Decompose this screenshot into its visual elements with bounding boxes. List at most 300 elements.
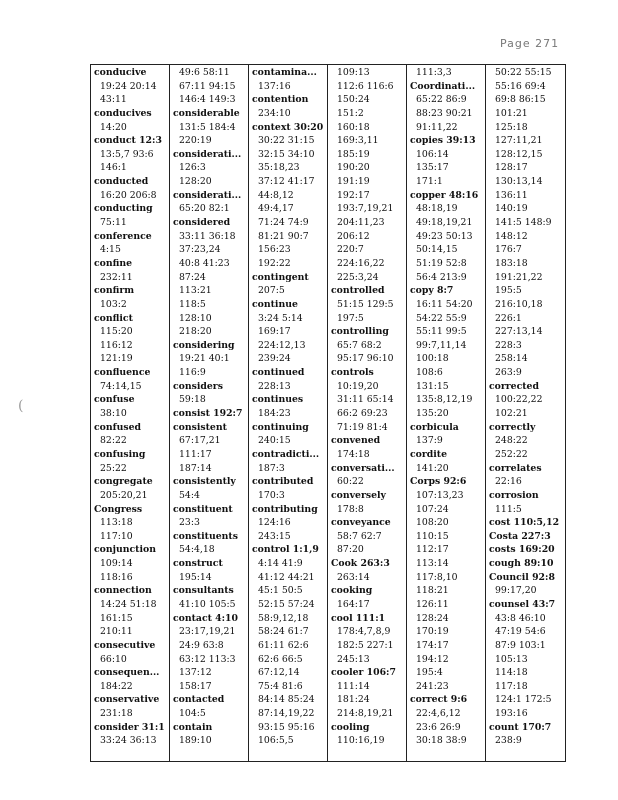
- index-term: copy 8:7: [410, 285, 454, 297]
- index-locator: 40:8 41:23: [179, 257, 230, 269]
- index-term: cost 110:5,12: [489, 517, 560, 529]
- index-term: conversely: [331, 489, 386, 501]
- index-term: conducted: [94, 176, 149, 188]
- index-locator: 87:9 103:1: [495, 639, 546, 651]
- index-locator: 226:1: [495, 312, 522, 324]
- index-locator: 191:21,22: [495, 271, 543, 283]
- index-locator: 115:20: [100, 326, 133, 338]
- index-term: conducive: [94, 67, 147, 78]
- index-locator: 118:21: [416, 585, 449, 597]
- index-locator: 111:5: [495, 503, 522, 515]
- index-locator: 135:8,12,19: [416, 394, 473, 406]
- index-locator: 88:23 90:21: [416, 107, 473, 119]
- index-locator: 108:20: [416, 517, 449, 529]
- index-term: constituent: [173, 503, 233, 515]
- index-term: correlates: [489, 462, 542, 474]
- index-locator: 30:18 38:9: [416, 735, 467, 747]
- index-term: continue: [252, 298, 298, 310]
- index-locator: 224:12,13: [258, 339, 306, 351]
- index-locator: 128:12,15: [495, 148, 543, 160]
- index-locator: 118:5: [179, 298, 206, 310]
- index-locator: 174:17: [416, 639, 449, 651]
- index-locator: 10:19,20: [337, 380, 379, 392]
- index-locator: 194:12: [416, 653, 449, 665]
- index-locator: 111:17: [179, 448, 212, 460]
- index-locator: 62:6 66:5: [258, 653, 303, 665]
- index-term: cooler 106:7: [331, 667, 396, 679]
- index-locator: 22:4,6,12: [416, 708, 461, 720]
- index-locator: 238:9: [495, 735, 522, 747]
- index-locator: 4:15: [100, 244, 121, 256]
- index-locator: 111:3,3: [416, 67, 452, 78]
- index-locator: 56:4 213:9: [416, 271, 467, 283]
- index-locator: 60:22: [337, 476, 364, 488]
- index-locator: 128:24: [416, 612, 449, 624]
- index-locator: 174:18: [337, 448, 370, 460]
- index-locator: 127:11,21: [495, 135, 543, 147]
- index-locator: 109:14: [100, 558, 133, 570]
- index-term: contributing: [252, 503, 318, 515]
- index-locator: 121:19: [100, 353, 133, 365]
- index-term: continued: [252, 367, 305, 379]
- index-locator: 100:22,22: [495, 394, 543, 406]
- index-locator: 58:24 61:7: [258, 626, 309, 638]
- index-locator: 49:4,17: [258, 203, 294, 215]
- index-locator: 30:22 31:15: [258, 135, 315, 147]
- index-term: conflict: [94, 312, 133, 324]
- index-term: correct 9:6: [410, 694, 468, 706]
- index-locator: 171:1: [416, 176, 443, 188]
- index-locator: 124:1 172:5: [495, 694, 552, 706]
- index-locator: 184:23: [258, 408, 291, 420]
- index-term: cough 89:10: [489, 558, 554, 570]
- index-term: conducting: [94, 203, 153, 215]
- index-locator: 116:9: [179, 367, 206, 379]
- index-term: contain: [173, 721, 213, 733]
- index-term: construct: [173, 558, 223, 570]
- index-locator: 31:11 65:14: [337, 394, 394, 406]
- index-term: conveyance: [331, 517, 391, 529]
- index-locator: 37:23,24: [179, 244, 221, 256]
- index-locator: 14:20: [100, 121, 127, 133]
- index-locator: 252:22: [495, 448, 528, 460]
- index-locator: 41:12 44:21: [258, 571, 315, 583]
- index-locator: 128:10: [179, 312, 212, 324]
- index-locator: 192:17: [337, 189, 370, 201]
- index-locator: 193:7,19,21: [337, 203, 394, 215]
- index-term: contention: [252, 94, 309, 106]
- index-locator: 54:4,18: [179, 544, 215, 556]
- index-locator: 176:7: [495, 244, 522, 256]
- index-term: conference: [94, 230, 152, 242]
- index-locator: 185:19: [337, 148, 370, 160]
- index-term: conducives: [94, 107, 152, 119]
- index-locator: 66:2 69:23: [337, 408, 388, 420]
- index-term: count 170:7: [489, 721, 552, 733]
- index-locator: 69:8 86:15: [495, 94, 546, 106]
- index-locator: 195:14: [179, 571, 212, 583]
- index-locator: 131:5 184:4: [179, 121, 236, 133]
- index-locator: 33:24 36:13: [100, 735, 157, 747]
- index-locator: 95:17 96:10: [337, 353, 394, 365]
- index-locator: 136:11: [495, 189, 528, 201]
- index-term: consultants: [173, 585, 234, 597]
- index-locator: 206:12: [337, 230, 370, 242]
- index-locator: 182:5 227:1: [337, 639, 394, 651]
- index-locator: 116:12: [100, 339, 133, 351]
- index-locator: 87:24: [179, 271, 206, 283]
- index-locator: 187:14: [179, 462, 212, 474]
- index-locator: 106:14: [416, 148, 449, 160]
- index-locator: 48:18,19: [416, 203, 458, 215]
- margin-mark: (: [18, 398, 24, 414]
- index-locator: 99:7,11,14: [416, 339, 467, 351]
- index-locator: 100:18: [416, 353, 449, 365]
- index-term: controlled: [331, 285, 385, 297]
- index-locator: 183:18: [495, 257, 528, 269]
- index-term: cool 111:1: [331, 612, 386, 624]
- index-locator: 82:22: [100, 435, 127, 447]
- index-locator: 117:18: [495, 680, 528, 692]
- index-term: context 30:20: [252, 121, 324, 133]
- index-locator: 248:22: [495, 435, 528, 447]
- index-locator: 105:13: [495, 653, 528, 665]
- index-locator: 169:17: [258, 326, 291, 338]
- index-locator: 67:12,14: [258, 667, 300, 679]
- index-column-2: [170, 65, 249, 761]
- index-term: conservative: [94, 694, 160, 706]
- index-locator: 239:24: [258, 353, 291, 365]
- index-locator: 214:8,19,21: [337, 708, 394, 720]
- index-locator: 130:13,14: [495, 176, 543, 188]
- index-term: contributed: [252, 476, 314, 488]
- index-locator: 44:8,12: [258, 189, 294, 201]
- index-locator: 33:11 36:18: [179, 230, 236, 242]
- index-locator: 22:16: [495, 476, 522, 488]
- index-term: contingent: [252, 271, 309, 283]
- index-locator: 75:11: [100, 217, 127, 229]
- index-locator: 3:24 5:14: [258, 312, 303, 324]
- index-locator: 104:5: [179, 708, 206, 720]
- index-locator: 128:20: [179, 176, 212, 188]
- index-term: considering: [173, 339, 235, 351]
- index-term: controls: [331, 367, 374, 379]
- index-locator: 50:22 55:15: [495, 67, 552, 78]
- index-term: corrosion: [489, 489, 539, 501]
- index-locator: 65:7 68:2: [337, 339, 382, 351]
- index-locator: 38:10: [100, 408, 127, 420]
- index-locator: 37:12 41:17: [258, 176, 315, 188]
- index-locator: 117:8,10: [416, 571, 458, 583]
- index-locator: 141:5 148:9: [495, 217, 552, 229]
- index-locator: 81:21 90:7: [258, 230, 309, 242]
- index-locator: 55:11 99:5: [416, 326, 467, 338]
- index-term: considerati...: [173, 189, 242, 201]
- index-locator: 114:18: [495, 667, 528, 679]
- index-term: considerable: [173, 107, 240, 119]
- index-term: cooking: [331, 585, 373, 597]
- index-locator: 51:19 52:8: [416, 257, 467, 269]
- index-locator: 181:24: [337, 694, 370, 706]
- index-locator: 49:23 50:13: [416, 230, 473, 242]
- index-locator: 263:14: [337, 571, 370, 583]
- index-locator: 220:19: [179, 135, 212, 147]
- index-locator: 43:11: [100, 94, 127, 106]
- index-locator: 224:16,22: [337, 257, 385, 269]
- index-locator: 106:5,5: [258, 735, 294, 747]
- index-locator: 137:16: [258, 80, 291, 92]
- page-number: Page 271: [500, 37, 560, 50]
- index-locator: 126:3: [179, 162, 206, 174]
- index-locator: 41:10 105:5: [179, 598, 236, 610]
- index-locator: 23:17,19,21: [179, 626, 236, 638]
- index-locator: 228:13: [258, 380, 291, 392]
- index-locator: 112:6 116:6: [337, 80, 394, 92]
- index-locator: 150:24: [337, 94, 370, 106]
- index-term: cooling: [331, 721, 370, 733]
- index-locator: 131:15: [416, 380, 449, 392]
- index-locator: 117:10: [100, 530, 133, 542]
- index-locator: 49:18,19,21: [416, 217, 473, 229]
- index-column-3: [249, 65, 328, 761]
- index-locator: 193:16: [495, 708, 528, 720]
- index-term: consequen...: [94, 667, 160, 679]
- index-column-5: [407, 65, 486, 761]
- index-locator: 14:24 51:18: [100, 598, 157, 610]
- index-locator: 25:22: [100, 462, 127, 474]
- index-column-6: [486, 65, 565, 761]
- index-locator: 184:22: [100, 680, 133, 692]
- index-locator: 54:4: [179, 489, 200, 501]
- index-term: cordite: [410, 448, 448, 460]
- index-term: copper 48:16: [410, 189, 479, 201]
- index-term: continues: [252, 394, 304, 406]
- index-locator: 245:13: [337, 653, 370, 665]
- index-locator: 93:15 95:16: [258, 721, 315, 733]
- index-locator: 205:20,21: [100, 489, 148, 501]
- index-locator: 43:8 46:10: [495, 612, 546, 624]
- index-locator: 231:18: [100, 708, 133, 720]
- index-locator: 99:17,20: [495, 585, 537, 597]
- index-term: confine: [94, 257, 133, 269]
- index-locator: 16:11 54:20: [416, 298, 473, 310]
- index-term: correctly: [489, 421, 536, 433]
- index-locator: 19:21 40:1: [179, 353, 230, 365]
- index-locator: 225:3,24: [337, 271, 379, 283]
- index-term: Coordinati...: [410, 80, 476, 92]
- index-locator: 23:6 26:9: [416, 721, 461, 733]
- index-locator: 227:13,14: [495, 326, 543, 338]
- index-locator: 52:15 57:24: [258, 598, 315, 610]
- index-locator: 59:18: [179, 394, 206, 406]
- index-locator: 112:17: [416, 544, 449, 556]
- index-term: confused: [94, 421, 142, 433]
- index-term: contact 4:10: [173, 612, 238, 624]
- index-locator: 67:17,21: [179, 435, 221, 447]
- index-term: Council 92:8: [489, 571, 555, 583]
- index-locator: 58:7 62:7: [337, 530, 382, 542]
- index-locator: 195:4: [416, 667, 443, 679]
- index-locator: 58:9,12,18: [258, 612, 309, 624]
- index-locator: 54:22 55:9: [416, 312, 467, 324]
- index-locator: 135:17: [416, 162, 449, 174]
- index-locator: 243:15: [258, 530, 291, 542]
- index-locator: 101:21: [495, 107, 528, 119]
- index-term: consist 192:7: [173, 408, 243, 420]
- index-locator: 178:8: [337, 503, 364, 515]
- index-locator: 234:10: [258, 107, 291, 119]
- index-locator: 103:2: [100, 298, 127, 310]
- index-column-1: [91, 65, 170, 761]
- index-term: constituents: [173, 530, 238, 542]
- index-locator: 109:13: [337, 67, 370, 78]
- index-locator: 87:14,19,22: [258, 708, 315, 720]
- index-locator: 191:19: [337, 176, 370, 188]
- index-locator: 178:4,7,8,9: [337, 626, 391, 638]
- index-term: confusing: [94, 448, 146, 460]
- index-locator: 216:10,18: [495, 298, 543, 310]
- index-term: considered: [173, 217, 231, 229]
- index-locator: 148:12: [495, 230, 528, 242]
- index-locator: 207:5: [258, 285, 285, 297]
- index-locator: 51:15 129:5: [337, 298, 394, 310]
- index-locator: 65:22 86:9: [416, 94, 467, 106]
- index-term: contacted: [173, 694, 225, 706]
- index-locator: 113:14: [416, 558, 449, 570]
- index-locator: 67:11 94:15: [179, 80, 236, 92]
- index-term: congregate: [94, 476, 153, 488]
- index-locator: 146:4 149:3: [179, 94, 236, 106]
- index-locator: 65:20 82:1: [179, 203, 230, 215]
- index-locator: 61:11 62:6: [258, 639, 309, 651]
- index-term: Congress: [94, 503, 143, 515]
- index-locator: 13:5,7 93:6: [100, 148, 154, 160]
- index-term: conversati...: [331, 462, 395, 474]
- index-locator: 55:16 69:4: [495, 80, 546, 92]
- index-locator: 45:1 50:5: [258, 585, 303, 597]
- index-term: copies 39:13: [410, 135, 476, 147]
- index-locator: 197:5: [337, 312, 364, 324]
- index-locator: 113:21: [179, 285, 212, 297]
- index-locator: 161:15: [100, 612, 133, 624]
- index-term: confuse: [94, 394, 135, 406]
- index-locator: 23:3: [179, 517, 200, 529]
- index-locator: 210:11: [100, 626, 133, 638]
- index-locator: 63:12 113:3: [179, 653, 236, 665]
- index-locator: 84:14 85:24: [258, 694, 315, 706]
- index-locator: 32:15 34:10: [258, 148, 315, 160]
- index-locator: 16:20 206:8: [100, 189, 157, 201]
- index-locator: 108:6: [416, 367, 443, 379]
- index-locator: 170:3: [258, 489, 285, 501]
- index-locator: 107:24: [416, 503, 449, 515]
- index-term: consecutive: [94, 639, 156, 651]
- index-locator: 126:11: [416, 598, 449, 610]
- index-locator: 170:19: [416, 626, 449, 638]
- index-table: [90, 64, 566, 762]
- index-locator: 113:18: [100, 517, 133, 529]
- index-locator: 49:6 58:11: [179, 67, 230, 78]
- index-locator: 218:20: [179, 326, 212, 338]
- index-locator: 241:23: [416, 680, 449, 692]
- index-term: considers: [173, 380, 223, 392]
- index-locator: 141:20: [416, 462, 449, 474]
- index-locator: 146:1: [100, 162, 127, 174]
- index-locator: 140:19: [495, 203, 528, 215]
- index-term: Cook 263:3: [331, 558, 390, 570]
- index-locator: 135:20: [416, 408, 449, 420]
- index-locator: 50:14,15: [416, 244, 458, 256]
- index-locator: 137:9: [416, 435, 443, 447]
- index-term: conduct 12:3: [94, 135, 162, 147]
- index-locator: 164:17: [337, 598, 370, 610]
- index-locator: 258:14: [495, 353, 528, 365]
- index-term: controlling: [331, 326, 389, 338]
- index-locator: 156:23: [258, 244, 291, 256]
- index-locator: 19:24 20:14: [100, 80, 157, 92]
- index-term: confirm: [94, 285, 135, 297]
- index-locator: 71:19 81:4: [337, 421, 388, 433]
- index-term: Costa 227:3: [489, 530, 551, 542]
- index-locator: 263:9: [495, 367, 522, 379]
- index-locator: 74:14,15: [100, 380, 142, 392]
- index-locator: 118:16: [100, 571, 133, 583]
- index-locator: 47:19 54:6: [495, 626, 546, 638]
- index-locator: 110:16,19: [337, 735, 385, 747]
- index-locator: 124:16: [258, 517, 291, 529]
- index-locator: 71:24 74:9: [258, 217, 309, 229]
- index-term: contradicti...: [252, 448, 320, 460]
- index-term: corbicula: [410, 421, 459, 433]
- index-locator: 107:13,23: [416, 489, 464, 501]
- index-term: consider 31:1: [94, 721, 165, 733]
- index-term: conjunction: [94, 544, 156, 556]
- index-locator: 228:3: [495, 339, 522, 351]
- index-locator: 232:11: [100, 271, 133, 283]
- index-locator: 128:17: [495, 162, 528, 174]
- index-locator: 240:15: [258, 435, 291, 447]
- index-term: consistent: [173, 421, 227, 433]
- index-term: considerati...: [173, 148, 242, 160]
- index-term: consistently: [173, 476, 236, 488]
- index-term: convened: [331, 435, 381, 447]
- index-term: contamina...: [252, 67, 317, 78]
- index-locator: 160:18: [337, 121, 370, 133]
- index-locator: 102:21: [495, 408, 528, 420]
- index-locator: 87:20: [337, 544, 364, 556]
- index-term: costs 169:20: [489, 544, 555, 556]
- index-locator: 75:4 81:6: [258, 680, 303, 692]
- index-locator: 110:15: [416, 530, 449, 542]
- index-locator: 151:2: [337, 107, 364, 119]
- index-locator: 204:11,23: [337, 217, 385, 229]
- index-term: confluence: [94, 367, 151, 379]
- index-locator: 91:11,22: [416, 121, 458, 133]
- index-term: continuing: [252, 421, 309, 433]
- index-locator: 111:14: [337, 680, 370, 692]
- index-term: control 1:1,9: [252, 544, 319, 556]
- index-locator: 220:7: [337, 244, 364, 256]
- index-term: Corps 92:6: [410, 476, 467, 488]
- index-term: corrected: [489, 380, 539, 392]
- index-term: counsel 43:7: [489, 598, 556, 610]
- index-locator: 35:18,23: [258, 162, 300, 174]
- index-locator: 125:18: [495, 121, 528, 133]
- index-locator: 195:5: [495, 285, 522, 297]
- index-locator: 187:3: [258, 462, 285, 474]
- index-locator: 169:3,11: [337, 135, 379, 147]
- index-locator: 189:10: [179, 735, 212, 747]
